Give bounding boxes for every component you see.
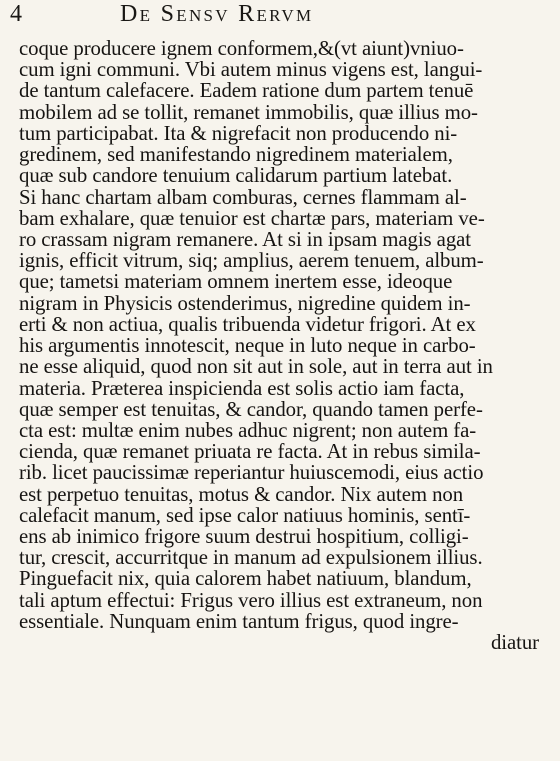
text-line: gredinem, sed manifestando nigredinem materialem, <box>19 143 453 167</box>
text-line: tum participabat. Ita & nigrefacit non producendo ni- <box>19 121 458 145</box>
text-line: essentiale. Nunquam enim tantum frigus, quod ingre- <box>19 609 459 633</box>
running-head: De Sensv Rervm <box>120 1 314 27</box>
text-line: ens ab inimico frigore suum destrui hospitium, colligi- <box>19 525 469 549</box>
page-number: 4 <box>10 1 22 27</box>
text-line: cta est: multæ enim nubes adhuc nigrent; non autem fa- <box>19 418 477 442</box>
text-line: erti & non actiua, qualis tribuenda videtur frigori. At ex <box>19 312 476 336</box>
text-line: de tantum calefacere. Eadem ratione dum partem tenuē <box>19 79 474 103</box>
text-line: calefacit manum, sed ipse calor natiuus hominis, sentī- <box>19 503 471 527</box>
text-line: est perpetuo tenuitas, motus & candor. Nix autem non <box>19 482 464 506</box>
text-line: tali aptum effectui: Frigus vero illius est extraneum, non <box>19 588 483 612</box>
text-line: coque producere ignem conformem,&(vt aiunt)vniuo- <box>19 37 464 60</box>
text-line: ne esse aliquid, quod non sit aut in sole, aut in terra aut in <box>19 355 493 379</box>
text-line: nigram in Physicis ostenderimus, nigredine quidem in- <box>19 291 471 315</box>
text-line: ignis, efficit vitrum, siq; amplius, aerem tenuem, album- <box>19 249 484 273</box>
text-line: cienda, quæ remanet priuata re facta. At in rebus simila- <box>19 440 481 464</box>
text-line: quæ semper est tenuitas, & candor, quando tamen perfe- <box>19 397 483 421</box>
text-line: que; tametsi materiam omnem inertem esse, ideoque <box>19 270 453 294</box>
text-line: his argumentis innotescit, neque in luto neque in carbo- <box>19 334 476 358</box>
text-line: rib. licet paucissimæ reperiantur huiuscemodi, eius actio <box>19 461 484 485</box>
body-text <box>19 38 539 653</box>
text-line: ro crassam nigram remanere. At si in ipsam magis agat <box>19 227 472 251</box>
text-line: mobilem ad se tollit, remanet immobilis, quæ illius mo- <box>19 100 478 124</box>
text-line: cum igni communi. Vbi autem minus vigens est, langui- <box>19 58 483 82</box>
catchword: diatur <box>490 631 539 655</box>
text-line: Si hanc chartam albam comburas, cernes flammam al- <box>19 185 467 209</box>
text-line: tur, crescit, accurritque in manum ad expulsionem illius. <box>19 546 483 570</box>
text-line: materia. Præterea inspicienda est solis actio iam facta, <box>19 376 465 400</box>
text-line: quæ sub candore tenuium calidarum partium latebat. <box>19 164 453 188</box>
text-line: Pinguefacit nix, quia calorem habet natiuum, blandum, <box>19 567 472 591</box>
text-line: bam exhalare, quæ tenuior est chartæ pars, materiam ve- <box>19 206 485 230</box>
